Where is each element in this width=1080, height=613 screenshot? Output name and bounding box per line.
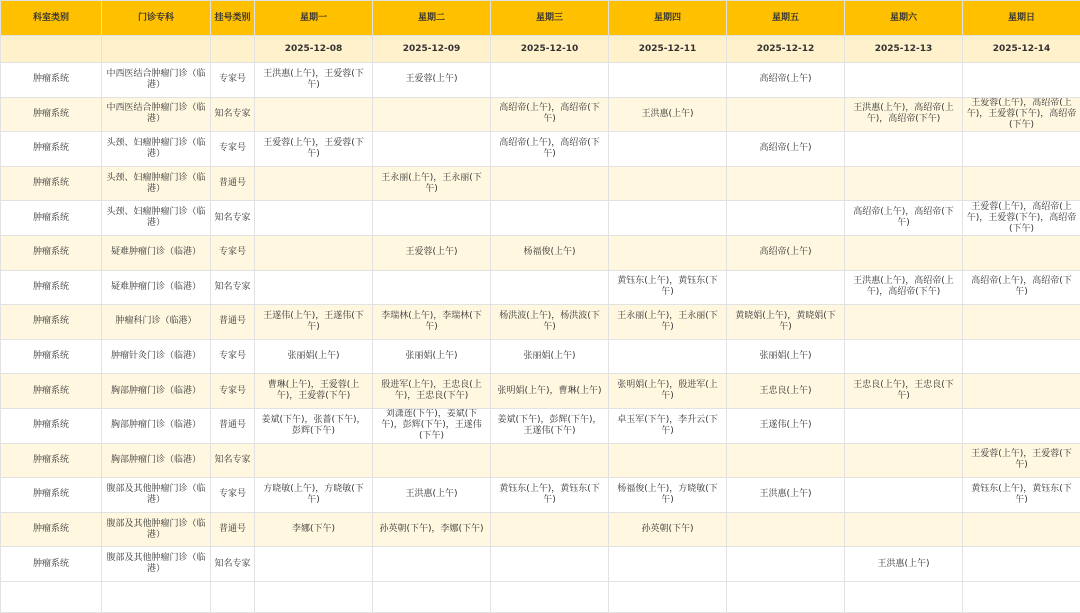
cell-saturday [845, 166, 963, 201]
cell-tuesday: 刘潇莲(下午)，姜斌(下午)，彭辉(下午)，王遂伟(下午) [373, 408, 491, 443]
cell-tuesday: 殷进军(上午)，王忠良(上午)，王忠良(下午) [373, 374, 491, 409]
empty-cell [845, 581, 963, 612]
date-cell [1, 36, 102, 63]
cell-monday: 方晓敏(上午)，方晓敏(下午) [255, 478, 373, 513]
cell-friday [727, 443, 845, 478]
cell-wednesday: 高绍帝(上午)，高绍帝(下午) [491, 97, 609, 132]
cell-monday: 李娜(下午) [255, 512, 373, 547]
cell-friday: 高绍帝(上午) [727, 235, 845, 270]
cell-sunday: 高绍帝(上午)，高绍帝(下午) [963, 270, 1080, 305]
cell-monday: 王爱蓉(上午)，王爱蓉(下午) [255, 132, 373, 167]
cell-wednesday: 张丽娟(上午) [491, 339, 609, 374]
cell-wednesday [491, 166, 609, 201]
table-row [1, 305, 1080, 340]
cell-friday [727, 97, 845, 132]
cell-thursday [609, 166, 727, 201]
date-sunday: 2025-12-14 [963, 36, 1080, 63]
cell-friday [727, 270, 845, 305]
cell-department-category: 肿瘤系统 [1, 443, 102, 478]
date-cell [102, 36, 211, 63]
date-tuesday: 2025-12-09 [373, 36, 491, 63]
cell-wednesday: 高绍帝(上午)，高绍帝(下午) [491, 132, 609, 167]
cell-saturday [845, 132, 963, 167]
date-thursday: 2025-12-11 [609, 36, 727, 63]
empty-cell [491, 581, 609, 612]
cell-registration-type: 专家号 [211, 132, 255, 167]
cell-wednesday [491, 270, 609, 305]
cell-wednesday: 张明娟(上午)，曹琳(上午) [491, 374, 609, 409]
cell-registration-type: 专家号 [211, 478, 255, 513]
header-sunday: 星期日 [963, 1, 1080, 36]
cell-wednesday: 姜斌(下午)，彭辉(下午)，王遂伟(下午) [491, 408, 609, 443]
header-tuesday: 星期二 [373, 1, 491, 36]
empty-cell [102, 581, 211, 612]
empty-row [1, 581, 1080, 612]
cell-registration-type: 知名专家 [211, 443, 255, 478]
cell-thursday: 张明娟(上午)，殷进军(上午) [609, 374, 727, 409]
cell-wednesday: 杨洪波(上午)，杨洪波(下午) [491, 305, 609, 340]
cell-friday: 张丽娟(上午) [727, 339, 845, 374]
cell-department-category: 肿瘤系统 [1, 201, 102, 236]
cell-friday [727, 512, 845, 547]
cell-thursday [609, 132, 727, 167]
cell-registration-type: 专家号 [211, 235, 255, 270]
cell-department-category: 肿瘤系统 [1, 132, 102, 167]
cell-saturday [845, 512, 963, 547]
cell-sunday [963, 408, 1080, 443]
cell-thursday [609, 201, 727, 236]
cell-friday: 高绍帝(上午) [727, 132, 845, 167]
table-row [1, 374, 1080, 409]
cell-tuesday: 王永丽(上午)，王永丽(下午) [373, 166, 491, 201]
cell-department-category: 肿瘤系统 [1, 512, 102, 547]
cell-saturday [845, 339, 963, 374]
table-row [1, 443, 1080, 478]
cell-friday: 王忠良(上午) [727, 374, 845, 409]
cell-tuesday [373, 443, 491, 478]
cell-clinic-specialty: 头颈、妇瘤肿瘤门诊（临港） [102, 201, 211, 236]
table-row [1, 132, 1080, 167]
cell-clinic-specialty: 中西医结合肿瘤门诊（临港） [102, 63, 211, 98]
cell-saturday: 王洪惠(上午)，高绍帝(上午)，高绍帝(下午) [845, 97, 963, 132]
cell-wednesday: 黄钰东(上午)，黄钰东(下午) [491, 478, 609, 513]
cell-monday: 张丽娟(上午) [255, 339, 373, 374]
table-row [1, 339, 1080, 374]
cell-clinic-specialty: 头颈、妇瘤肿瘤门诊（临港） [102, 166, 211, 201]
cell-friday: 王遂伟(上午) [727, 408, 845, 443]
cell-wednesday: 杨福俊(上午) [491, 235, 609, 270]
cell-monday [255, 547, 373, 582]
cell-monday [255, 97, 373, 132]
cell-clinic-specialty: 肿瘤针灸门诊（临港） [102, 339, 211, 374]
cell-tuesday [373, 97, 491, 132]
cell-monday: 曹琳(上午)，王爱蓉(上午)，王爱蓉(下午) [255, 374, 373, 409]
cell-department-category: 肿瘤系统 [1, 235, 102, 270]
cell-clinic-specialty: 肿瘤科门诊（临港） [102, 305, 211, 340]
cell-thursday: 王洪惠(上午) [609, 97, 727, 132]
cell-thursday: 孙英朝(下午) [609, 512, 727, 547]
empty-cell [727, 581, 845, 612]
cell-saturday: 高绍帝(上午)，高绍帝(下午) [845, 201, 963, 236]
cell-monday [255, 166, 373, 201]
cell-department-category: 肿瘤系统 [1, 547, 102, 582]
cell-clinic-specialty: 腹部及其他肿瘤门诊（临港） [102, 512, 211, 547]
cell-sunday [963, 512, 1080, 547]
cell-tuesday [373, 547, 491, 582]
cell-sunday: 王爱蓉(上午)，高绍帝(上午)，王爱蓉(下午)，高绍帝(下午) [963, 97, 1080, 132]
cell-wednesday [491, 201, 609, 236]
cell-department-category: 肿瘤系统 [1, 374, 102, 409]
cell-registration-type: 普通号 [211, 305, 255, 340]
cell-department-category: 肿瘤系统 [1, 408, 102, 443]
empty-cell [963, 581, 1080, 612]
header-monday: 星期一 [255, 1, 373, 36]
date-cell [211, 36, 255, 63]
cell-friday: 黄晓娟(上午)，黄晓娟(下午) [727, 305, 845, 340]
cell-department-category: 肿瘤系统 [1, 166, 102, 201]
cell-clinic-specialty: 腹部及其他肿瘤门诊（临港） [102, 547, 211, 582]
cell-registration-type: 知名专家 [211, 270, 255, 305]
cell-registration-type: 专家号 [211, 339, 255, 374]
table-row [1, 547, 1080, 582]
table-row [1, 270, 1080, 305]
cell-sunday [963, 132, 1080, 167]
cell-registration-type: 知名专家 [211, 201, 255, 236]
cell-saturday: 王忠良(上午)，王忠良(下午) [845, 374, 963, 409]
cell-thursday [609, 63, 727, 98]
date-friday: 2025-12-12 [727, 36, 845, 63]
cell-registration-type: 普通号 [211, 166, 255, 201]
cell-friday: 高绍帝(上午) [727, 63, 845, 98]
cell-sunday: 王爱蓉(上午)，高绍帝(上午)，王爱蓉(下午)，高绍帝(下午) [963, 201, 1080, 236]
cell-tuesday: 王洪惠(上午) [373, 478, 491, 513]
cell-friday [727, 201, 845, 236]
cell-saturday [845, 478, 963, 513]
cell-department-category: 肿瘤系统 [1, 63, 102, 98]
schedule-body [1, 63, 1080, 613]
cell-department-category: 肿瘤系统 [1, 478, 102, 513]
cell-friday [727, 547, 845, 582]
cell-clinic-specialty: 胸部肿瘤门诊（临港） [102, 374, 211, 409]
cell-tuesday: 张丽娟(上午) [373, 339, 491, 374]
header-department-category: 科室类别 [1, 1, 102, 36]
cell-clinic-specialty: 胸部肿瘤门诊（临港） [102, 408, 211, 443]
cell-tuesday [373, 270, 491, 305]
header-registration-type: 挂号类别 [211, 1, 255, 36]
empty-cell [1, 581, 102, 612]
cell-saturday [845, 305, 963, 340]
cell-sunday [963, 305, 1080, 340]
cell-saturday: 王洪惠(上午) [845, 547, 963, 582]
cell-thursday: 卓玉军(下午)，李升云(下午) [609, 408, 727, 443]
date-monday: 2025-12-08 [255, 36, 373, 63]
cell-thursday: 王永丽(上午)，王永丽(下午) [609, 305, 727, 340]
empty-cell [211, 581, 255, 612]
table-row [1, 166, 1080, 201]
cell-sunday [963, 339, 1080, 374]
cell-wednesday [491, 443, 609, 478]
cell-monday [255, 443, 373, 478]
cell-thursday: 杨福俊(上午)，方晓敏(下午) [609, 478, 727, 513]
cell-monday [255, 270, 373, 305]
empty-cell [255, 581, 373, 612]
cell-tuesday [373, 132, 491, 167]
header-saturday: 星期六 [845, 1, 963, 36]
cell-thursday [609, 443, 727, 478]
cell-registration-type: 专家号 [211, 374, 255, 409]
table-row [1, 235, 1080, 270]
cell-tuesday: 王爱蓉(上午) [373, 235, 491, 270]
cell-sunday [963, 374, 1080, 409]
cell-monday: 王洪惠(上午)，王爱蓉(下午) [255, 63, 373, 98]
header-wednesday: 星期三 [491, 1, 609, 36]
header-row [1, 1, 1080, 36]
table-row [1, 512, 1080, 547]
cell-saturday [845, 63, 963, 98]
cell-monday [255, 201, 373, 236]
cell-friday [727, 166, 845, 201]
table-row [1, 478, 1080, 513]
cell-clinic-specialty: 中西医结合肿瘤门诊（临港） [102, 97, 211, 132]
cell-wednesday [491, 512, 609, 547]
cell-clinic-specialty: 疑难肿瘤门诊（临港） [102, 235, 211, 270]
cell-saturday [845, 235, 963, 270]
cell-saturday: 王洪惠(上午)，高绍帝(上午)，高绍帝(下午) [845, 270, 963, 305]
cell-wednesday [491, 63, 609, 98]
cell-saturday [845, 443, 963, 478]
date-saturday: 2025-12-13 [845, 36, 963, 63]
cell-tuesday [373, 201, 491, 236]
cell-thursday [609, 547, 727, 582]
cell-department-category: 肿瘤系统 [1, 97, 102, 132]
cell-sunday [963, 235, 1080, 270]
header-clinic-specialty: 门诊专科 [102, 1, 211, 36]
cell-registration-type: 知名专家 [211, 547, 255, 582]
cell-sunday [963, 63, 1080, 98]
cell-tuesday: 李瑞林(上午)，李瑞林(下午) [373, 305, 491, 340]
cell-wednesday [491, 547, 609, 582]
cell-registration-type: 普通号 [211, 408, 255, 443]
cell-tuesday: 孙英朝(下午)，李娜(下午) [373, 512, 491, 547]
cell-monday: 王遂伟(上午)，王遂伟(下午) [255, 305, 373, 340]
table-row [1, 97, 1080, 132]
cell-department-category: 肿瘤系统 [1, 270, 102, 305]
table-row [1, 408, 1080, 443]
cell-department-category: 肿瘤系统 [1, 339, 102, 374]
cell-thursday [609, 339, 727, 374]
cell-monday: 姜斌(下午)，张蔷(下午)，彭辉(下午) [255, 408, 373, 443]
cell-clinic-specialty: 头颈、妇瘤肿瘤门诊（临港） [102, 132, 211, 167]
empty-cell [373, 581, 491, 612]
table-row [1, 63, 1080, 98]
cell-clinic-specialty: 疑难肿瘤门诊（临港） [102, 270, 211, 305]
cell-registration-type: 知名专家 [211, 97, 255, 132]
cell-clinic-specialty: 腹部及其他肿瘤门诊（临港） [102, 478, 211, 513]
cell-sunday [963, 547, 1080, 582]
date-row [1, 36, 1080, 63]
table-row [1, 201, 1080, 236]
cell-friday: 王洪惠(上午) [727, 478, 845, 513]
header-thursday: 星期四 [609, 1, 727, 36]
cell-sunday: 王爱蓉(上午)，王爱蓉(下午) [963, 443, 1080, 478]
cell-sunday [963, 166, 1080, 201]
cell-saturday [845, 408, 963, 443]
cell-registration-type: 专家号 [211, 63, 255, 98]
date-wednesday: 2025-12-10 [491, 36, 609, 63]
header-friday: 星期五 [727, 1, 845, 36]
cell-registration-type: 普通号 [211, 512, 255, 547]
cell-thursday: 黄钰东(上午)，黄钰东(下午) [609, 270, 727, 305]
cell-monday [255, 235, 373, 270]
cell-clinic-specialty: 胸部肿瘤门诊（临港） [102, 443, 211, 478]
cell-thursday [609, 235, 727, 270]
empty-cell [609, 581, 727, 612]
cell-tuesday: 王爱蓉(上午) [373, 63, 491, 98]
cell-department-category: 肿瘤系统 [1, 305, 102, 340]
cell-sunday: 黄钰东(上午)，黄钰东(下午) [963, 478, 1080, 513]
